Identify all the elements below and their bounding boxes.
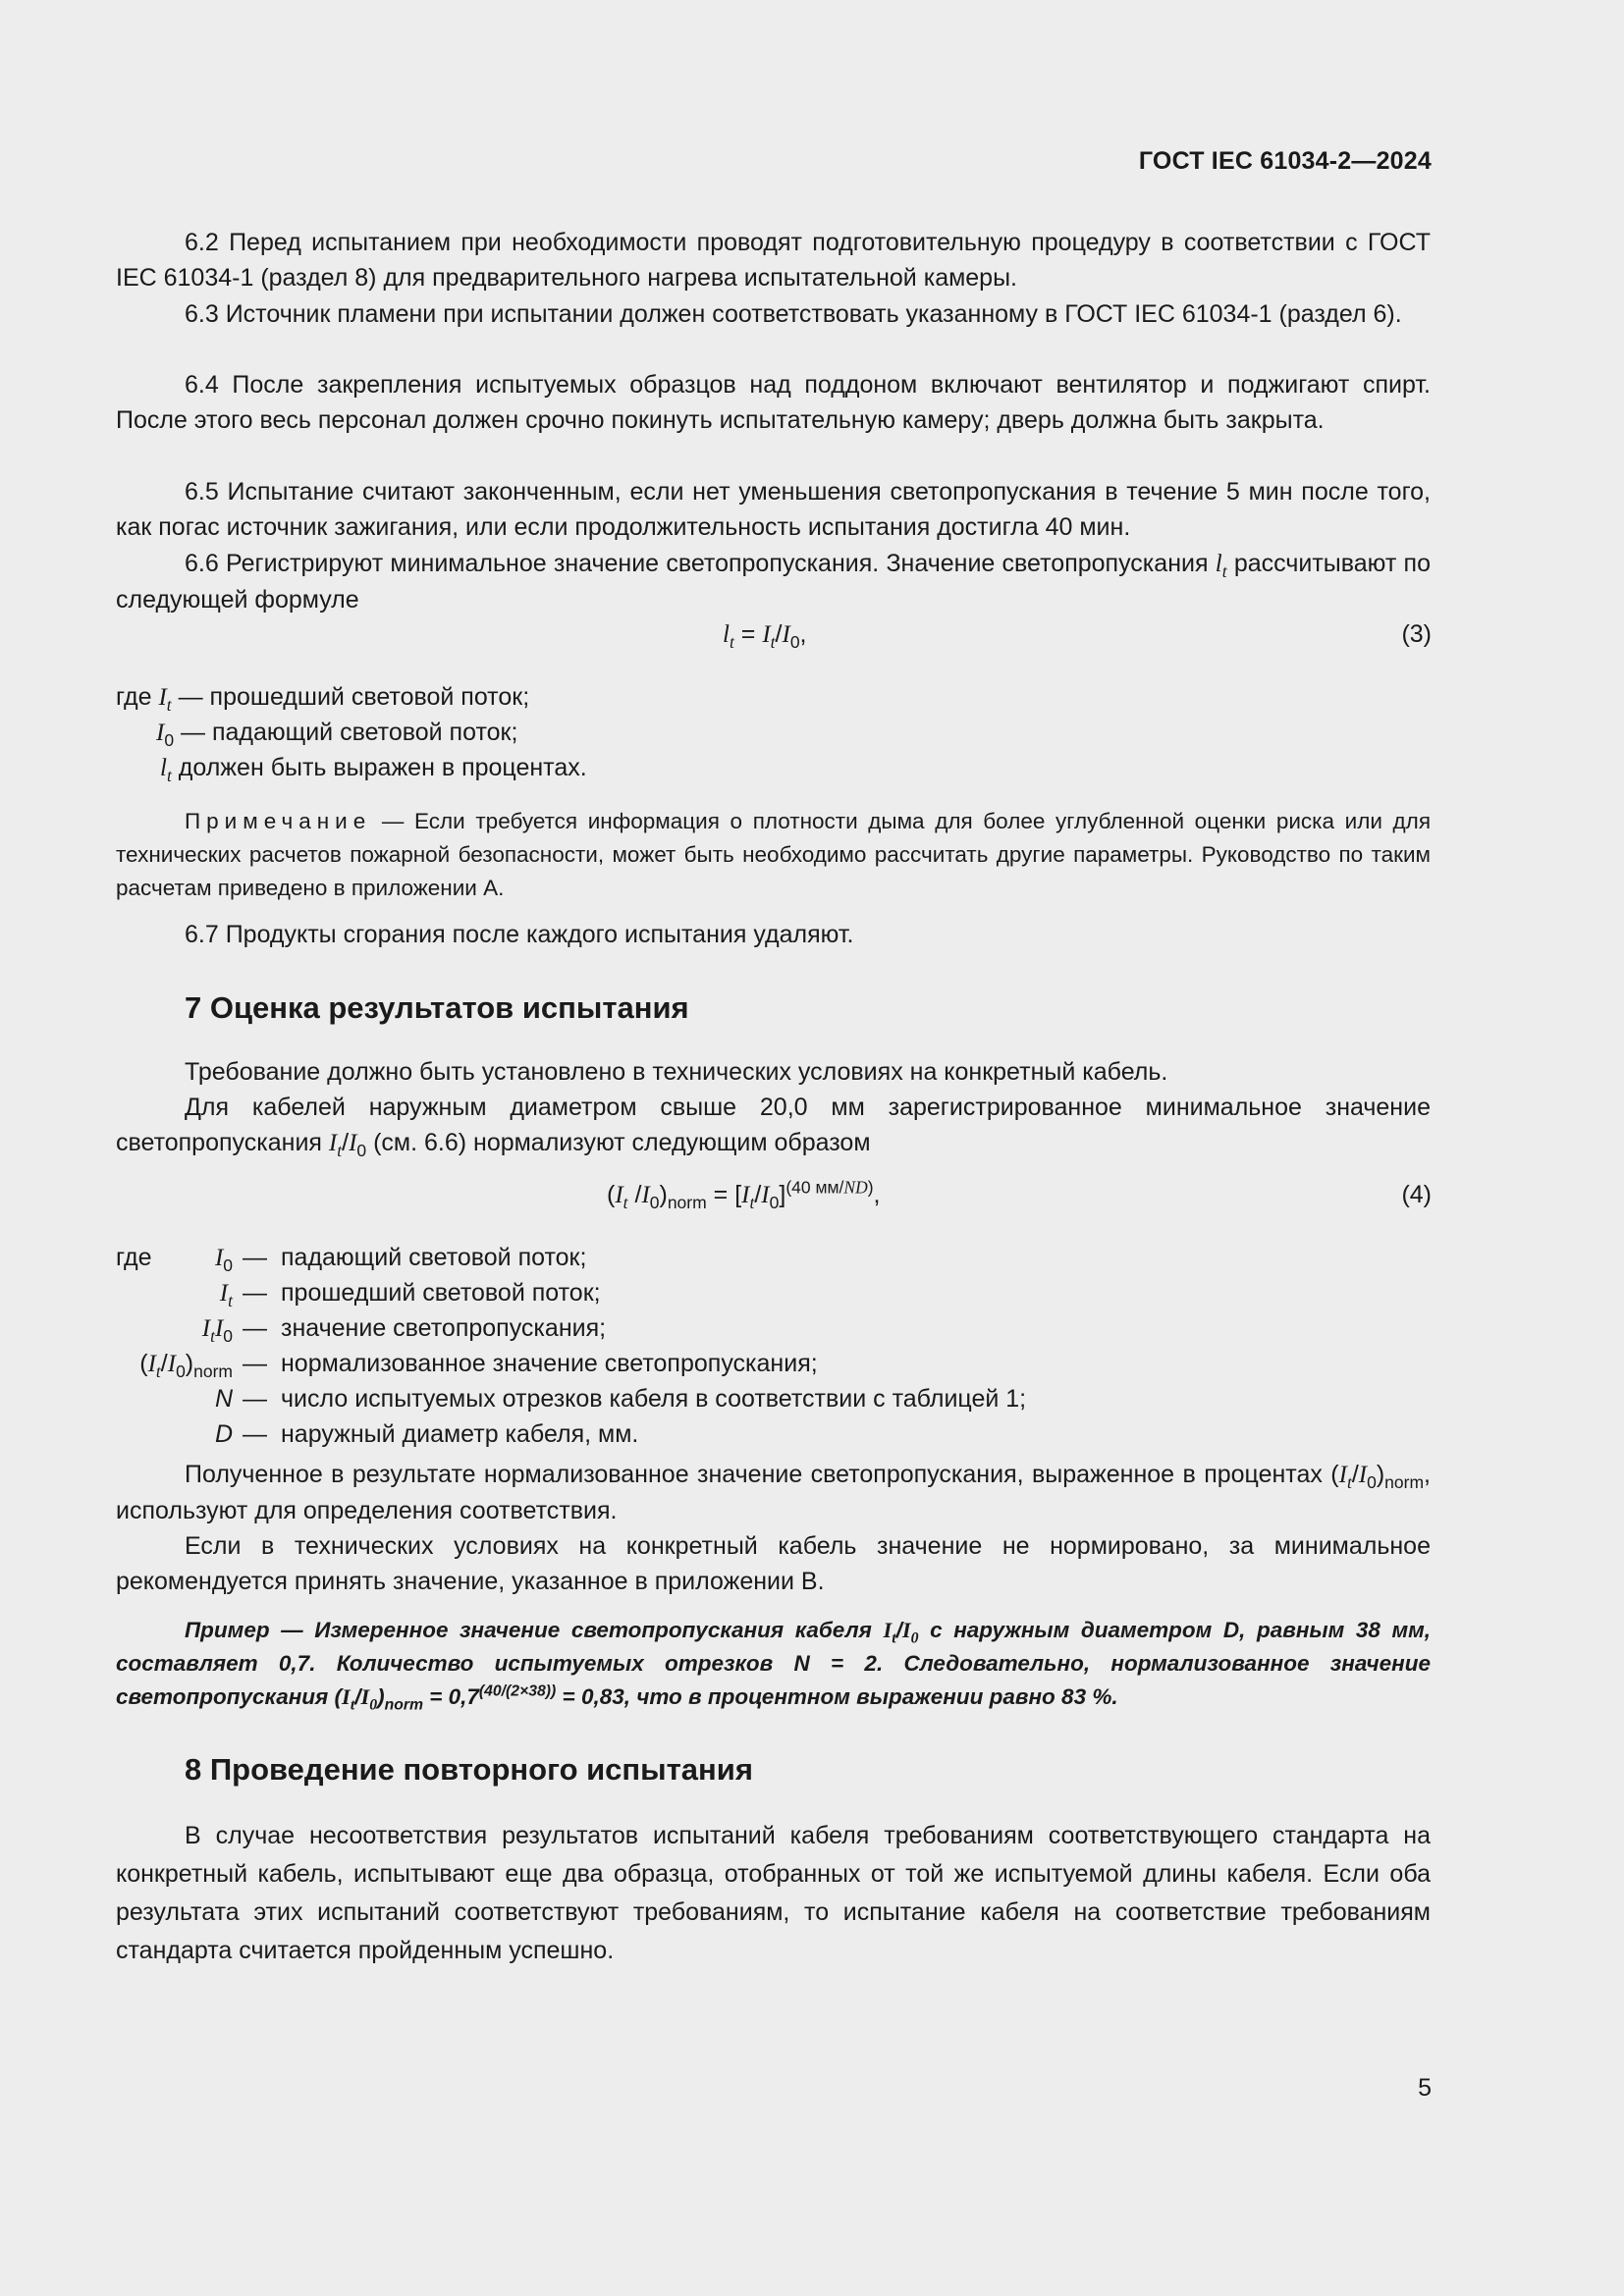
note: Примечание — Если требуется информация о плотности дыма для более углубленной оценки риска или для технических расчетов пожарной безопасности, может быть необходимо рассчитать другие параметры. Руководство по таким расчетам приведено в приложении А.	[116, 809, 1431, 900]
section-7-heading: 7 Оценка результатов испытания	[185, 990, 689, 1025]
def-dash: —	[243, 1385, 267, 1413]
paragraph-6-6: 6.6 Регистрируют минимальное значение светопропускания. Значение светопропускания $l_t$ рассчитывают по следующей формуле	[116, 550, 1431, 614]
paragraph-6-2: 6.2 Перед испытанием при необходимости проводят подготовительную процедуру в соответствии с ГОСТ IEC 61034-1 (раздел 8) для предварительного нагрева испытательной камеры.	[116, 229, 1431, 292]
def-term-norm: $(I_t/I_0)_{norm}$	[139, 1350, 233, 1382]
where-3-line-1: где $I_t$ — прошедший световой поток;	[116, 683, 530, 716]
where-3-line-3: $l_t$ должен быть выражен в процентах.	[160, 754, 587, 786]
def-dash: —	[243, 1420, 267, 1448]
formula-4: ($I_t$ $/I_0)_{norm} = [I_t/I_0]^{(40 мм/ND)}$,	[607, 1177, 881, 1213]
section-7-paragraph-1: Требование должно быть установлено в технических условиях на конкретный кабель.	[185, 1058, 1168, 1086]
paragraph-6-3: 6.3 Источник пламени при испытании должен соответствовать указанному в ГОСТ IEC 61034-1 (раздел 6).	[185, 300, 1402, 328]
paragraph-6-7: 6.7 Продукты сгорания после каждого испытания удаляют.	[185, 921, 854, 948]
def-term-It: $I_t$	[219, 1280, 233, 1311]
def-text: наружный диаметр кабеля, мм.	[281, 1420, 639, 1448]
def-dash: —	[243, 1350, 267, 1377]
paragraph-6-4: 6.4 После закрепления испытуемых образцов над поддоном включают вентилятор и поджигают спирт. После этого весь персонал должен срочно покинуть испытательную камеру; дверь должна быть закрыта.	[116, 371, 1431, 434]
def-term-I0: $I_0$	[214, 1245, 233, 1276]
section-7-paragraph-4: Если в технических условиях на конкретный кабель значение не нормировано, за минимальное рекомендуется принять значение, указанное в приложении В.	[116, 1532, 1431, 1595]
example: Пример — Измеренное значение светопропускания кабеля $I_t/I_0$ с наружным диаметром D, равным 38 мм, составляет 0,7. Количество испытуемых отрезков N = 2. Следовательно, нормализованное значение светопропускания $(I_t/I_0)_{norm} = 0,7^{(40/(2\times 38))} = 0,83$, что в процентном выражении равно 83 %.	[116, 1618, 1432, 1714]
section-7-paragraph-2: Для кабелей наружным диаметром свыше 20,0 мм зарегистрированное минимальное значение светопропускания $I_t/I_0$ (см. 6.6) нормализуют следующим образом	[116, 1094, 1431, 1161]
def-dash: —	[243, 1279, 267, 1307]
def-text: прошедший световой поток;	[281, 1279, 601, 1307]
section-8-paragraph-1: В случае несоответствия результатов испытаний кабеля требованиям соответствующего стандарта на конкретный кабель, испытывают еще два образца, отобранных от той же испытуемой длины кабеля. Если оба результата этих испытаний соответствуют требованиям, то испытание кабеля на соответствие требованиям стандарта считается пройденным успешно.	[116, 1822, 1431, 1964]
def-term-D: D	[214, 1420, 233, 1448]
def-term-ItI0: $I_tI_0$	[201, 1315, 233, 1347]
where-4-label: где	[116, 1244, 152, 1271]
formula-3: $l_t = I_t/I_0$,	[723, 620, 807, 653]
def-dash: —	[243, 1314, 267, 1342]
page-number: 5	[1418, 2074, 1432, 2102]
formula-3-number: (3)	[1401, 620, 1432, 648]
def-text: число испытуемых отрезков кабеля в соответствии с таблицей 1;	[281, 1385, 1027, 1413]
def-text: падающий световой поток;	[281, 1244, 587, 1271]
document-header: ГОСТ IEC 61034-2—2024	[1138, 147, 1432, 175]
formula-4-number: (4)	[1401, 1181, 1432, 1208]
where-3-line-2: $I_0$ — падающий световой поток;	[156, 719, 518, 751]
def-text: значение светопропускания;	[281, 1314, 607, 1342]
section-7-paragraph-3: Полученное в результате нормализованное значение светопропускания, выраженное в процентах $(I_t/I_0)_{norm}$, используют для определения соответствия.	[116, 1461, 1431, 1524]
def-dash: —	[243, 1244, 267, 1271]
paragraph-6-5: 6.5 Испытание считают законченным, если нет уменьшения светопропускания в течение 5 мин после того, как погас источник зажигания, или если продолжительность испытания достигла 40 мин.	[116, 478, 1431, 541]
def-text: нормализованное значение светопропускания;	[281, 1350, 818, 1377]
def-term-N: N	[214, 1385, 233, 1413]
section-8-heading: 8 Проведение повторного испытания	[185, 1752, 753, 1787]
